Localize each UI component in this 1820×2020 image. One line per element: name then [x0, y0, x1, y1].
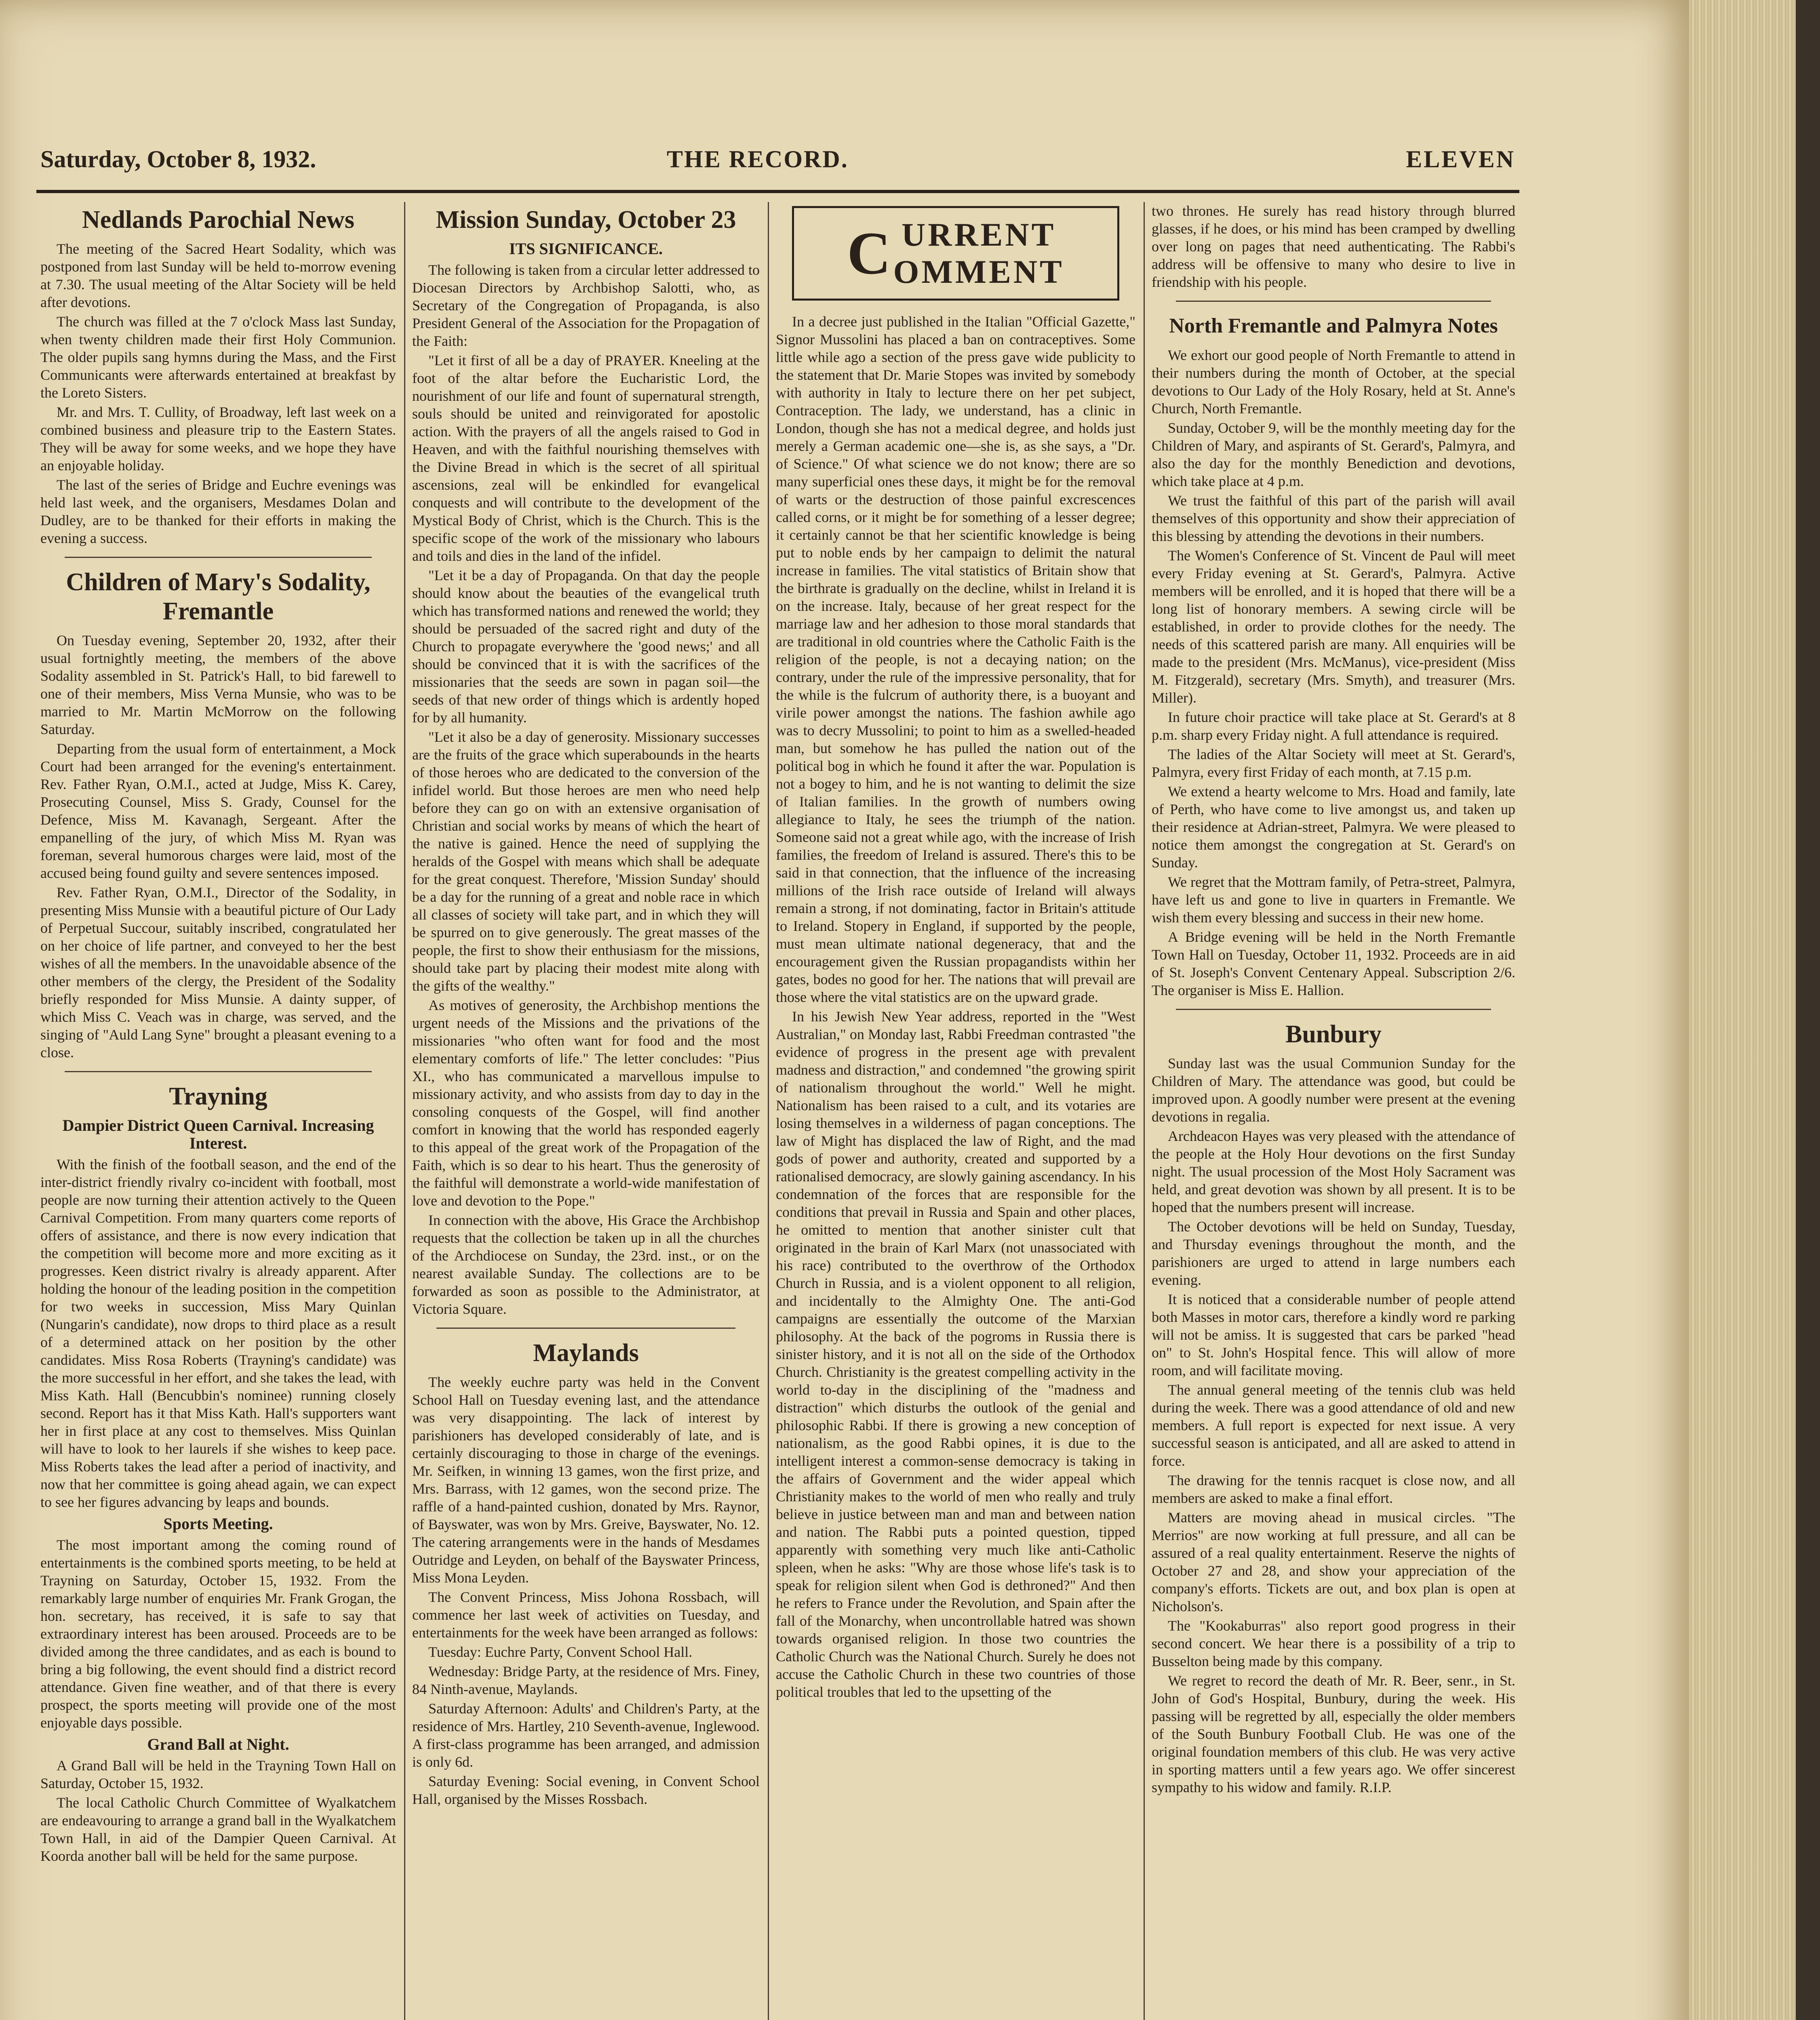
paragraph: Tuesday: Euchre Party, Convent School Hall. — [428, 1644, 693, 1660]
current-comment-masthead — [792, 206, 1119, 301]
nedlands-heading: Nedlands Parochial News — [82, 206, 354, 234]
paragraph: Wednesday: Bridge Party, at the residence of Mrs. Finey, 84 Ninth-avenue, Maylands. — [412, 1663, 760, 1697]
paragraph: Saturday Evening: Social evening, in Convent School Hall, organised by the Misses Rossbach. — [412, 1773, 760, 1807]
paragraph: The Convent Princess, Miss Johona Rossbach, will commence her last week of activities on Tuesday, and entertainments for the week have been arranged as follows: — [412, 1589, 760, 1641]
paragraph: Mr. and Mrs. T. Cullity, of Broadway, left last week on a combined business and pleasure trip to the Eastern States. They will be away for some weeks, and we hope they have an enjoyable holiday. — [40, 404, 396, 473]
paragraph: In future choir practice will take place at St. Gerard's at 8 p.m. sharp every Friday night. A full attendance is required. — [1152, 709, 1515, 743]
issue-date: Saturday, October 8, 1932. — [40, 146, 316, 173]
mission-sunday-subheading: ITS SIGNIFICANCE. — [509, 240, 663, 258]
column-2 — [412, 202, 760, 1810]
maylands-heading: Maylands — [533, 1339, 639, 1367]
page-number: ELEVEN — [1406, 146, 1515, 173]
trayning-heading: Trayning — [169, 1083, 268, 1110]
binding-shadow — [1796, 0, 1820, 2020]
paragraph: Archdeacon Hayes was very pleased with the attendance of the people at the Holy Hour devotions on the first Sunday night. The usual procession of the Most Holy Sacrament was held, and great devotion was shown by all present. It is to be hoped that the numbers present will increase. — [1152, 1128, 1515, 1215]
mission-sunday-heading: Mission Sunday, October 23 — [436, 206, 736, 234]
north-fremantle-heading: North Fremantle and Palmyra Notes — [1169, 314, 1498, 337]
north-fremantle-article — [1152, 346, 1515, 999]
paragraph: In connection with the above, His Grace the Archbishop requests that the collection be taken up in all the churches of the Archdiocese on Sunday, the 23rd. inst., or on the nearest available Sunday. The collections are to be forwarded as soon as possible to the Administrator, at Victoria Square. — [412, 1212, 760, 1317]
article-separator — [1176, 1009, 1491, 1010]
trayning-subheading: Dampier District Queen Carnival. Increasing Interest. — [62, 1116, 374, 1152]
paragraph: Matters are moving ahead in musical circles. "The Merrios" are now working at full pressure, and all can be assured of a real quality entertainment. Reserve the nights of October 27 and 28, and show your appreciation of the company's efforts. Tickets are out, and box plan is open at Nicholson's. — [1152, 1509, 1515, 1614]
sports-meeting-article — [40, 1536, 396, 1732]
paragraph: Sunday, October 9, will be the monthly meeting day for the Children of Mary, and aspirants of St. Gerard's, Palmyra, and also the day for the monthly Benediction and devotions, which take place at 4 p.m. — [1152, 420, 1515, 489]
column-divider — [404, 202, 405, 2020]
article-separator — [65, 557, 372, 558]
current-comment-line-2: OMMENT — [893, 253, 1064, 290]
paragraph: We trust the faithful of this part of the parish will avail themselves of this opportunity and show their appreciation of this blessing by attending the devotions in their numbers. — [1152, 492, 1515, 544]
paragraph: The drawing for the tennis racquet is close now, and all members are asked to make a final effort. — [1152, 1472, 1515, 1506]
paragraph: A Bridge evening will be held in the North Fremantle Town Hall on Tuesday, October 11, 1932. Proceeds are in aid of St. Joseph's Convent Centenary Appeal. Subscription 2/6. The organiser is Miss E. Hallion. — [1152, 929, 1515, 998]
nedlands-article — [40, 240, 396, 547]
column-divider — [1144, 202, 1145, 2020]
current-comment-line-1: URRENT — [902, 216, 1056, 253]
paragraph: The local Catholic Church Committee of Wyalkatchem are endeavouring to arrange a grand ball in the Wyalkatchem Town Hall, in aid of the Dampier Queen Carnival. At Koorda another ball will be held for the same purpose. — [40, 1795, 396, 1864]
header-rule — [36, 190, 1519, 193]
paragraph: The following is taken from a circular letter addressed to Diocesan Directors by Archbishop Salotti, who, as Secretary of the Congregation of Propaganda, is also President General of the Association for the Propagation of the Faith: — [412, 262, 760, 349]
mission-sunday-article — [412, 261, 760, 1318]
paragraph: In his Jewish New Year address, reported in the "West Australian," on Monday last, Rabbi Freedman contrasted "the evidence of progress in the present age with prevalent madness and distraction," and condemned "the growing spirit of nationalism throughout the world." Well he might. Nationalism has been raised to a cult, and its votaries are losing themselves in a wilderness of pagan conceptions. The law of Might has displaced the law of Right, and the mad gods of power and authority, created and supported by a rationalised democracy, are slowly gaining ascendancy. In his condemnation of the forces that are responsible for the conditions that prevail in Russia and Spain and other places, he omitted to mention that another sinister cult that originated in the brain of Karl Marx (not unassociated with his race) contributed to the overthrow of the Orthodox Church in Russia, and is a violent opponent to all religion, and incidentally to the Almighty One. The anti-God campaigns are essentially the outcome of the Marxian philosophy. At the back of the pogroms in Russia there is sinister history, and it is not all on the side of the Orthodox Church. Christianity is the greatest compelling activity in the world to-day in the disciplining of the "madness and distraction" which disturbs the outlook of the genial and philosophic Rabbi. If there is growing a new conception of nationalism, as the good Rabbi opines, it is due to the intelligent interest a common-sense democracy is taking in the affairs of Government and the wider appeal which Christianity makes to the world of men who really and truly believe in justice between man and man and between nation and nation. The Rabbi puts a pointed question, tipped apparently with something very much like anti-Catholic spleen, when he asks: "Why are those whose life's task is to speak for religion silent when God is dethroned?" And then he refers to France under the Revolution, and Spain after the fall of the Monarchy, when uncontrollable hatred was shown towards organised religion. In those two countries the Catholic Church was the National Church. Surely he does not accuse the Catholic Church in these two countries of those political troubles that led to the upsetting of the — [776, 1008, 1135, 1700]
paragraph: With the finish of the football season, and the end of the inter-district friendly rivalry co-incident with football, most people are now turning their attention actively to the Queen Carnival Competition. From many quarters come reports of offers of assistance, and there is now every indication that the competition will become more and more exciting as it progresses. Keen district rivalry is already apparent. After holding the honour of the leading position in the competition for two weeks in succession, Miss Mary Quinlan (Nungarin's candidate), now drops to third place as a result of a determined attack on her position by the other candidates. Miss Rosa Roberts (Trayning's candidate) was the more successful in her effort, and she takes the lead, with Miss Kath. Hall (Bencubbin's nominee) running closely second. Report has it that Miss Kath. Hall's supporters want her in first place at any cost to themselves. Miss Quinlan will have to look to her laurels if she wishes to keep pace. Miss Roberts takes the lead after a period of inactivity, and now that her committee is going ahead again, we can expect to see her figures advancing by leaps and bounds. — [40, 1156, 396, 1510]
column-divider — [768, 202, 769, 2020]
paragraph: Saturday Afternoon: Adults' and Children's Party, at the residence of Mrs. Hartley, 210 Seventh-avenue, Inglewood. A first-class programme has been arranged, and admission is only 6d. — [412, 1700, 760, 1770]
paragraph: Sunday last was the usual Communion Sunday for the Children of Mary. The attendance was good, but could be improved upon. A goodly number were present at the evening devotions in regalia. — [1152, 1055, 1515, 1125]
article-separator — [65, 1071, 372, 1072]
paragraph: We regret to record the death of Mr. R. Beer, senr., in St. John of God's Hospital, Bunbury, during the week. His passing will be regretted by all, especially the older members of the South Bunbury Football Club. He was one of the original foundation members of this club. He was very active in sporting matters until a few years ago. We offer sincerest sympathy to his widow and family. R.I.P. — [1152, 1673, 1515, 1795]
sports-meeting-subheading: Sports Meeting. — [163, 1515, 273, 1533]
column-3 — [776, 202, 1135, 1702]
paragraph: It is noticed that a considerable number of people attend both Masses in motor cars, therefore a kindly word re parking will not be amiss. It is suggested that cars be parked "head on" to St. John's Hospital fence. This will allow of more room, and will facilitate moving. — [1152, 1291, 1515, 1378]
paragraph: On Tuesday evening, September 20, 1932, after their usual fortnightly meeting, the members of the above Sodality assembled in St. Patrick's Hall, to bid farewell to one of their members, Miss Verna Munsie, who was to be married to Mr. Martin McMorrow on the following Saturday. — [40, 632, 396, 737]
page-header — [40, 145, 1515, 190]
paragraph: Rev. Father Ryan, O.M.I., Director of the Sodality, in presenting Miss Munsie with a beautiful picture of Our Lady of Perpetual Succour, suitably inscribed, congratulated her on her choice of life partner, and conveyed to her the best wishes of all the members. In the unavoidable absence of the other members of the clergy, the President of the Sodality briefly responded for Miss Munsie. A dainty supper, of which Miss C. Veach was in charge, was served, and the singing of "Auld Lang Syne" brought a pleasant evening to a close. — [40, 884, 396, 1060]
grand-ball-article — [40, 1757, 396, 1865]
paragraph: The last of the series of Bridge and Euchre evenings was held last week, and the organisers, Mesdames Dolan and Dudley, are to be thanked for their efforts in making the evening a success. — [40, 477, 396, 546]
paragraph: The annual general meeting of the tennis club was held during the week. There was a good attendance of old and new members. A full report is expected for next issue. A very successful season is anticipated, and all are asked to attend in force. — [1152, 1382, 1515, 1469]
grand-ball-subheading: Grand Ball at Night. — [147, 1735, 289, 1753]
bunbury-heading: Bunbury — [1285, 1021, 1382, 1048]
childrens-sodality-heading: Children of Mary's Sodality, Fremantle — [66, 568, 371, 625]
paragraph: "Let it also be a day of generosity. Missionary successes are the fruits of the grace which superabounds in the hearts of those heroes who are dedicated to the conversion of the infidel world. But those heroes are men who need help before they can go on with an extensive organisation of Christian and social works by means of which the heart of the native is gained. Hence the need of supplying the heralds of the Gospel with means which shall be adequate for the great conquest. Therefore, 'Mission Sunday' should be a day for the running of a great and noble race in which all classes of society will take part, and in which they will be spurred on to give generously. The great masses of the people, the first to show their enthusiasm for the missions, should take part by placing their modest mite along with the gifts of the wealthy." — [412, 729, 760, 994]
current-comment-article — [776, 313, 1135, 1701]
bunbury-article — [1152, 1054, 1515, 1796]
paragraph: The meeting of the Sacred Heart Sodality, which was postponed from last Sunday will be held to-morrow evening at 7.30. The usual meeting of the Altar Society will be held after devotions. — [40, 241, 396, 310]
current-comment-initial: C — [847, 220, 893, 287]
paragraph: The most important among the coming round of entertainments is the combined sports meeting, to be held at Trayning on Saturday, October 15, 1932. From the remarkably large number of enquiries Mr. Frank Grogan, the hon. secretary, has received, it is safe to say that extraordinary interest has been aroused. Proceeds are to be divided among the three candidates, and as each is bound to bring a big following, the event should find a district record attendance. Given fine weather, and of that there is every prospect, the sports meeting will provide one of the most enjoyable days possible. — [40, 1537, 396, 1731]
masthead-title: THE RECORD. — [667, 146, 849, 173]
paragraph: The church was filled at the 7 o'clock Mass last Sunday, when twenty children made their first Holy Communion. The older pupils sang hymns during the Mass, and the First Communicants were afterwards entertained at breakfast by the Loreto Sisters. — [40, 314, 396, 401]
paragraph: Departing from the usual form of entertainment, a Mock Court had been arranged for the evening's entertainment. Rev. Father Ryan, O.M.I., acted at Judge, Miss K. Carey, Prosecuting Counsel, Miss S. Grady, Counsel for the Defence, Miss M. Kavanagh, Sergeant. After the empanelling of the jury, of which Miss M. Ryan was foreman, several humorous charges were laid, most of the accused being found guilty and severe sentences imposed. — [40, 741, 396, 881]
continued-paragraph: two thrones. He surely has read history through blurred glasses, if he does, or his mind has been cramped by dwelling over long on pages that need authenticating. The Rabbi's address will be offensive to many who desire to live in friendship with his people. — [1152, 203, 1515, 290]
trayning-article — [40, 1155, 396, 1511]
paragraph: The Women's Conference of St. Vincent de Paul will meet every Friday evening at St. Gerard's, Palmyra. Active members will be enrolled, and it is hoped that there will be a long list of honorary members. A sewing circle will be established, in order to provide clothes for the needy. The needs of this scattered parish are many. All enquiries will be made to the president (Mrs. McManus), vice-president (Miss M. Fitzgerald), secretary (Mrs. Smyth), and treasurer (Mrs. Miller). — [1152, 547, 1515, 706]
paragraph: The ladies of the Altar Society will meet at St. Gerard's, Palmyra, every first Friday of each month, at 7.15 p.m. — [1152, 746, 1515, 780]
maylands-article — [412, 1373, 760, 1808]
paragraph: "Let it first of all be a day of PRAYER. Kneeling at the foot of the altar before the Eucharistic Lord, the nourishment of our life and fount of supernatural strength, souls should be united and reinvigorated for apostolic action. With the prayers of all the angels raised to God in Heaven, and with the faithful nourishing themselves with the Divine Bread in which is the secret of all spiritual ascensions, zeal will be enkindled for evangelical conquests and will contribute to the development of the Mystical Body of Christ, which is the Church. This is the specific scope of the work of the missionary who labours and toils and dies in the land of the infidel. — [412, 352, 760, 564]
column-1 — [40, 202, 396, 1866]
column-4 — [1152, 202, 1515, 1798]
paragraph: We regret that the Mottram family, of Petra-street, Palmyra, have left us and gone to live in quarters in Fremantle. We wish them every blessing and success in their new home. — [1152, 874, 1515, 926]
paragraph: The weekly euchre party was held in the Convent School Hall on Tuesday evening last, and the attendance was very disappointing. The lack of interest by parishioners has developed considerably of late, and is certainly discouraging to those in charge of the evenings. Mr. Seifken, in winning 13 games, won the first prize, and Mrs. Barrass, with 12 games, won the second prize. The raffle of a hand-painted cushion, donated by Mrs. Raynor, of Bayswater, was won by Mrs. Greive, Bayswater, No. 12. The catering arrangements were in the hands of Mesdames Outridge and Leyden, on behalf of the Bayswater Princess, Miss Mona Leyden. — [412, 1374, 760, 1586]
paragraph: A Grand Ball will be held in the Trayning Town Hall on Saturday, October 15, 1932. — [40, 1757, 396, 1791]
paragraph: In a decree just published in the Italian "Official Gazette," Signor Mussolini has placed a ban on contraceptives. Some little while ago a section of the press gave wide publicity to the statement that Dr. Marie Stopes was invited by somebody with authority in Italy to lecture there on her pet subject, Contraception. The lady, we understand, has a clinic in London, though she has not a medical degree, and holds just merely a German academic one—she is, as she says, a "Dr. of Science." Of what science we do not know; there are so many superficial ones these days, it might be for the removal of warts or the destruction of those painful excrescences called corns, or it might be for something of a lesser degree; it certainly cannot be that her scientific knowledge is being put to noble ends by her campaign to delimit the natural increase in families. The vital statistics of Britain show that the birthrate is gradually on the decline, whilst in Ireland it is on the increase. Italy, because of her great respect for the marriage law and her adhesion to those moral standards that are traditional in old countries where the Catholic Faith is the religion of the people, is not a decaying nation; on the contrary, under the rule of the impressive personality, that for the while is the fulcrum of authority there, is a buoyant and virile power amongst the nations. The fashion awhile ago was to decry Mussolini; to point to him as a swelled-headed man, but somehow he has pulled the nation out of the political bog in which he found it after the war. Population is not a bogey to him, and he is not wanting to delimit the size of Italian families. In the growth of numbers owing allegiance to Italy, he sees the triumph of the nation. Someone said not a great while ago, with the increase of Irish families, the freedom of Ireland is assured. There's this to be said in that connection, that the influence of the increasing millions of the Irish race outside of Ireland will always remain a strong, if not dominating, factor in Britain's attitude to Ireland. Stopery in England, if supported by the people, must mean ultimate national degeneracy, that and the encouragement given the Russian propagandists within her gates, bodes no good for her. The nations that will prevail are those where the vital statistics are on the upward grade. — [776, 314, 1135, 1005]
childrens-sodality-article — [40, 631, 396, 1061]
paragraph: We extend a hearty welcome to Mrs. Hoad and family, late of Perth, who have come to live amongst us, and taken up their residence at Adrian-street, Palmyra. We were pleased to notice them amongst the congregation at St. Gerard's on Sunday. — [1152, 783, 1515, 871]
article-separator — [436, 1328, 735, 1329]
paragraph: The October devotions will be held on Sunday, Tuesday, and Thursday evenings throughout the month, and the parishioners are urged to attend in large numbers each evening. — [1152, 1218, 1515, 1288]
paragraph: As motives of generosity, the Archbishop mentions the urgent needs of the Missions and the privations of the missionaries "who often want for food and the most elementary comforts of life." The letter concludes: "Pius XI., who has communicated a marvellous impulse to missionary activity, and who assists from day to day in the consoling conquests of the Gospel, will find another comfort in knowing that the world has responded eagerly to this appeal of the great work of the Propagation of the Faith, which is so dear to his heart. Thus the generosity of the faithful will demonstrate a world-wide manifestation of love and devotion to the Pope." — [412, 997, 760, 1209]
paragraph: We exhort our good people of North Fremantle to attend in their numbers during the month of October, at the special devotions to Our Lady of the Holy Rosary, held at St. Anne's Church, North Fremantle. — [1152, 347, 1515, 417]
paragraph: The "Kookaburras" also report good progress in their second concert. We hear there is a possibility of a trip to Busselton being made by this company. — [1152, 1618, 1515, 1669]
paragraph: "Let it be a day of Propaganda. On that day the people should know about the beauties of the evangelical truth which has transformed nations and renewed the world; they should be persuaded of the sacred right and duty of the Church to propagate everywhere the 'good news;' and all should be convinced that it is with the sacrifices of the missionaries that the seeds are sown in pagan soil—the seeds of that new order of things which is ardently hoped for by all humanity. — [412, 567, 760, 726]
article-separator — [1176, 301, 1491, 302]
